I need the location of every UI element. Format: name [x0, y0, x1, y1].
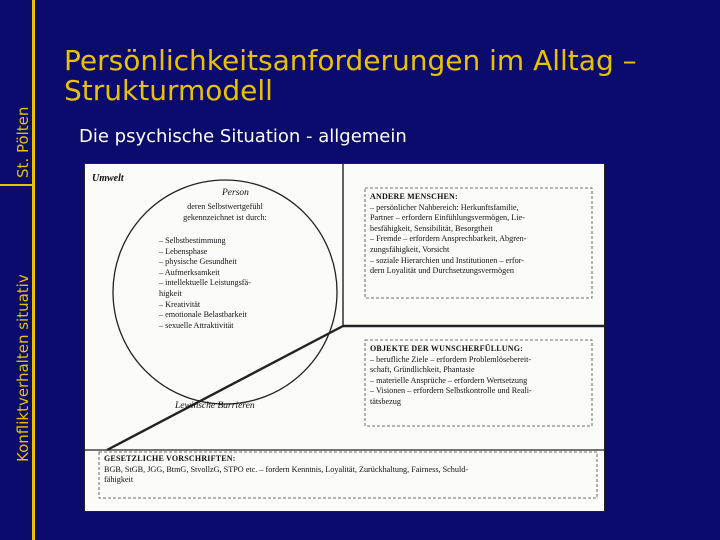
- person-title: Person: [222, 188, 249, 198]
- list-item: schaft, Gründlichkeit, Phantasie: [370, 365, 475, 375]
- sidebar-bottom-label: Konfliktverhalten situativ: [14, 274, 32, 462]
- list-item: – sexuelle Attraktivität: [159, 320, 234, 330]
- list-item: – soziale Hierarchien und Institutionen – erfor-: [370, 255, 524, 265]
- list-item: – persönlicher Nahbereich: Herkunftsfamilie,: [370, 202, 519, 212]
- list-item: – materielle Ansprüche – erfordern Wertsetzung: [370, 375, 528, 385]
- ziele-header: OBJEKTE DER WUNSCHERFÜLLUNG:: [370, 344, 524, 353]
- list-item: zungsfähigkeit, Vorsicht: [370, 244, 450, 254]
- list-item: – Aufmerksamkeit: [159, 267, 220, 277]
- list-item: Partner – erfordern Einfühlungsvermögen, Lie-: [370, 213, 525, 223]
- barrier-line: [107, 326, 343, 450]
- list-item: – Selbstbestimmung: [159, 236, 226, 245]
- list-item: higkeit: [159, 288, 182, 298]
- sidebar-accent-line: [32, 0, 35, 540]
- gesetz-block: [104, 454, 468, 486]
- list-item: BGB, StGB, JGG, BtmG, StvollzG, STPO etc. – fordern Kenntnis, Loyalität, Zurückhaltung, Fairness, Schuld-: [104, 464, 469, 474]
- list-item: – berufliche Ziele – erfordern Problemlösebereit-: [370, 354, 532, 364]
- wunscherfuellung-block: [370, 344, 532, 408]
- barrier-label: Lewinsche Barrieren: [175, 401, 255, 411]
- person-trait-list: [159, 236, 251, 331]
- slide-title: Persönlichkeitsanforderungen im Alltag – Strukturmodell: [64, 44, 637, 107]
- person-description: deren Selbstwertgefühl gekennzeichnet ist durch:: [183, 202, 267, 222]
- gesetz-header: GESETZLICHE VORSCHRIFTEN:: [104, 454, 236, 463]
- list-item: – Kreativität: [159, 299, 201, 309]
- slide-subtitle: Die psychische Situation - allgemein: [79, 126, 407, 147]
- andere-menschen-block: [370, 192, 526, 277]
- andere-header: ANDERE MENSCHEN:: [370, 192, 458, 201]
- sidebar-top-label: St. Pölten: [14, 106, 32, 178]
- list-item: – Visionen – erfordern Selbstkontrolle und Reali-: [370, 386, 532, 396]
- list-item: – emotionale Belastbarkeit: [159, 310, 247, 320]
- list-item: – Lebensphase: [159, 246, 208, 256]
- list-item: fähigkeit: [104, 475, 134, 485]
- list-item: – intellektuelle Leistungsfä-: [159, 278, 251, 288]
- list-item: dern Loyalität und Durchsetzungsvermögen: [370, 266, 514, 276]
- list-item: tätsbezug: [370, 396, 401, 406]
- sidebar-divider: [0, 184, 32, 186]
- list-item: besfähigkeit, Sensibilität, Besorgtheit: [370, 223, 493, 233]
- structure-diagram: [84, 163, 605, 512]
- list-item: – physische Gesundheit: [159, 257, 237, 267]
- umwelt-label: Umwelt: [92, 173, 124, 184]
- list-item: – Fremde – erfordern Ansprechbarkeit, Abgren-: [370, 234, 527, 244]
